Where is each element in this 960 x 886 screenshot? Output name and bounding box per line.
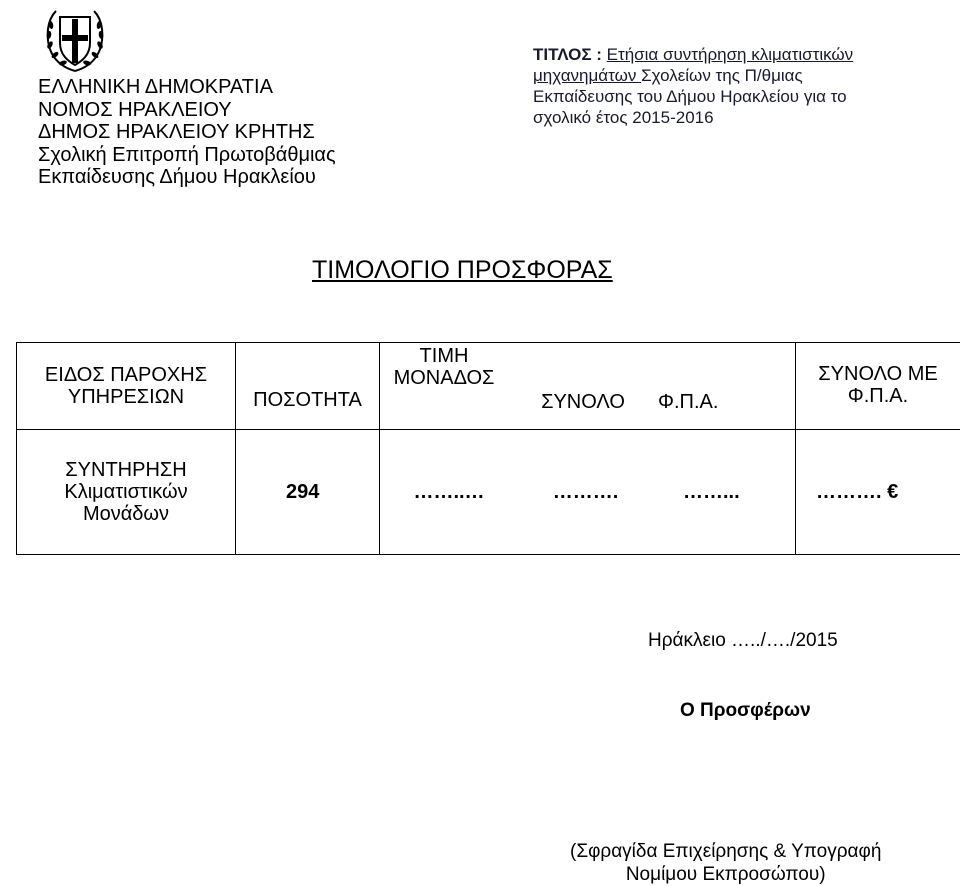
authority-line: ΔΗΜΟΣ ΗΡΑΚΛΕΙΟΥ ΚΡΗΤΗΣ bbox=[38, 121, 336, 144]
title-underlined-1: Ετήσια συντήρηση κλιματιστικών bbox=[607, 45, 854, 64]
stamp-line: Νομίμου Εκπροσώπου) bbox=[570, 863, 881, 886]
header-text: ΣΥΝΟΛΟ bbox=[508, 391, 658, 413]
cell-unit-price bbox=[380, 430, 518, 554]
table-row bbox=[17, 430, 960, 555]
cell-service bbox=[17, 430, 236, 555]
stamp-line: (Σφραγίδα Επιχείρησης & Υπογραφή bbox=[570, 840, 881, 863]
authority-line: ΝΟΜΟΣ ΗΡΑΚΛΕΙΟΥ bbox=[38, 99, 336, 122]
header-quantity bbox=[236, 343, 380, 430]
vat-placeholder: ……... bbox=[683, 481, 740, 503]
cell-text: Μονάδων bbox=[17, 503, 235, 525]
title-line-4: σχολικό έτος 2015-2016 bbox=[533, 107, 853, 128]
header-text: ΕΙΔΟΣ ΠΑΡΟΧΗΣ bbox=[17, 364, 235, 386]
total-with-vat-placeholder: ………. € bbox=[816, 481, 898, 503]
unit-price-placeholder: ……..… bbox=[413, 481, 484, 503]
title-underlined-2: μηχανημάτων bbox=[533, 66, 641, 85]
header-service-type bbox=[17, 343, 236, 430]
title-line-1 bbox=[533, 44, 853, 65]
issuing-authority bbox=[38, 76, 336, 189]
cell-price-group bbox=[380, 430, 796, 555]
header-text: ΜΟΝΑΔΟΣ bbox=[380, 367, 508, 389]
stamp-signature-note bbox=[570, 840, 881, 886]
cell-text: Κλιματιστικών bbox=[17, 481, 235, 503]
authority-line: Εκπαίδευσης Δήμου Ηρακλείου bbox=[38, 166, 336, 189]
offer-table bbox=[16, 342, 960, 555]
authority-line: ΕΛΛΗΝΙΚΗ ΔΗΜΟΚΡΑΤΙΑ bbox=[38, 76, 336, 99]
cell-total bbox=[518, 430, 653, 554]
header-text: ΠΟΣΟΤΗΤΑ bbox=[236, 389, 379, 411]
title-line-2-rest: Σχολείων της Π/θμιας bbox=[641, 66, 803, 85]
header-total-with-vat bbox=[796, 343, 960, 430]
quantity-value: 294 bbox=[286, 481, 319, 503]
tender-title bbox=[533, 44, 853, 128]
header-text: ΥΠΗΡΕΣΙΩΝ bbox=[17, 386, 235, 408]
greek-coat-of-arms-icon bbox=[40, 5, 110, 75]
cell-quantity bbox=[236, 430, 380, 555]
header-vat bbox=[658, 343, 796, 429]
document-heading: ΤΙΜΟΛΟΓΙΟ ΠΡΟΣΦΟΡΑΣ bbox=[312, 256, 613, 285]
title-line-3: Εκπαίδευσης του Δήμου Ηρακλείου για το bbox=[533, 86, 853, 107]
cell-total-with-vat bbox=[796, 430, 960, 555]
header-text: ΤΙΜΗ bbox=[380, 345, 508, 367]
authority-line: Σχολική Επιτροπή Πρωτοβάθμιας bbox=[38, 144, 336, 167]
header-text: ΣΥΝΟΛΟ ΜΕ bbox=[796, 363, 960, 385]
header-total bbox=[508, 343, 658, 429]
header-unit-price bbox=[380, 343, 508, 429]
cell-vat bbox=[653, 430, 796, 554]
table-header-row bbox=[17, 343, 960, 430]
cell-text: ΣΥΝΤΗΡΗΣΗ bbox=[17, 459, 235, 481]
title-line-2 bbox=[533, 65, 853, 86]
header-price-group bbox=[380, 343, 796, 430]
header-text: Φ.Π.Α. bbox=[658, 391, 796, 413]
header-text: Φ.Π.Α. bbox=[796, 385, 960, 407]
title-label: ΤΙΤΛΟΣ : bbox=[533, 45, 602, 64]
total-placeholder: ………. bbox=[553, 481, 619, 503]
place-date: Ηράκλειο …../…./2015 bbox=[648, 630, 838, 652]
offeror-label: Ο Προσφέρων bbox=[680, 700, 811, 722]
